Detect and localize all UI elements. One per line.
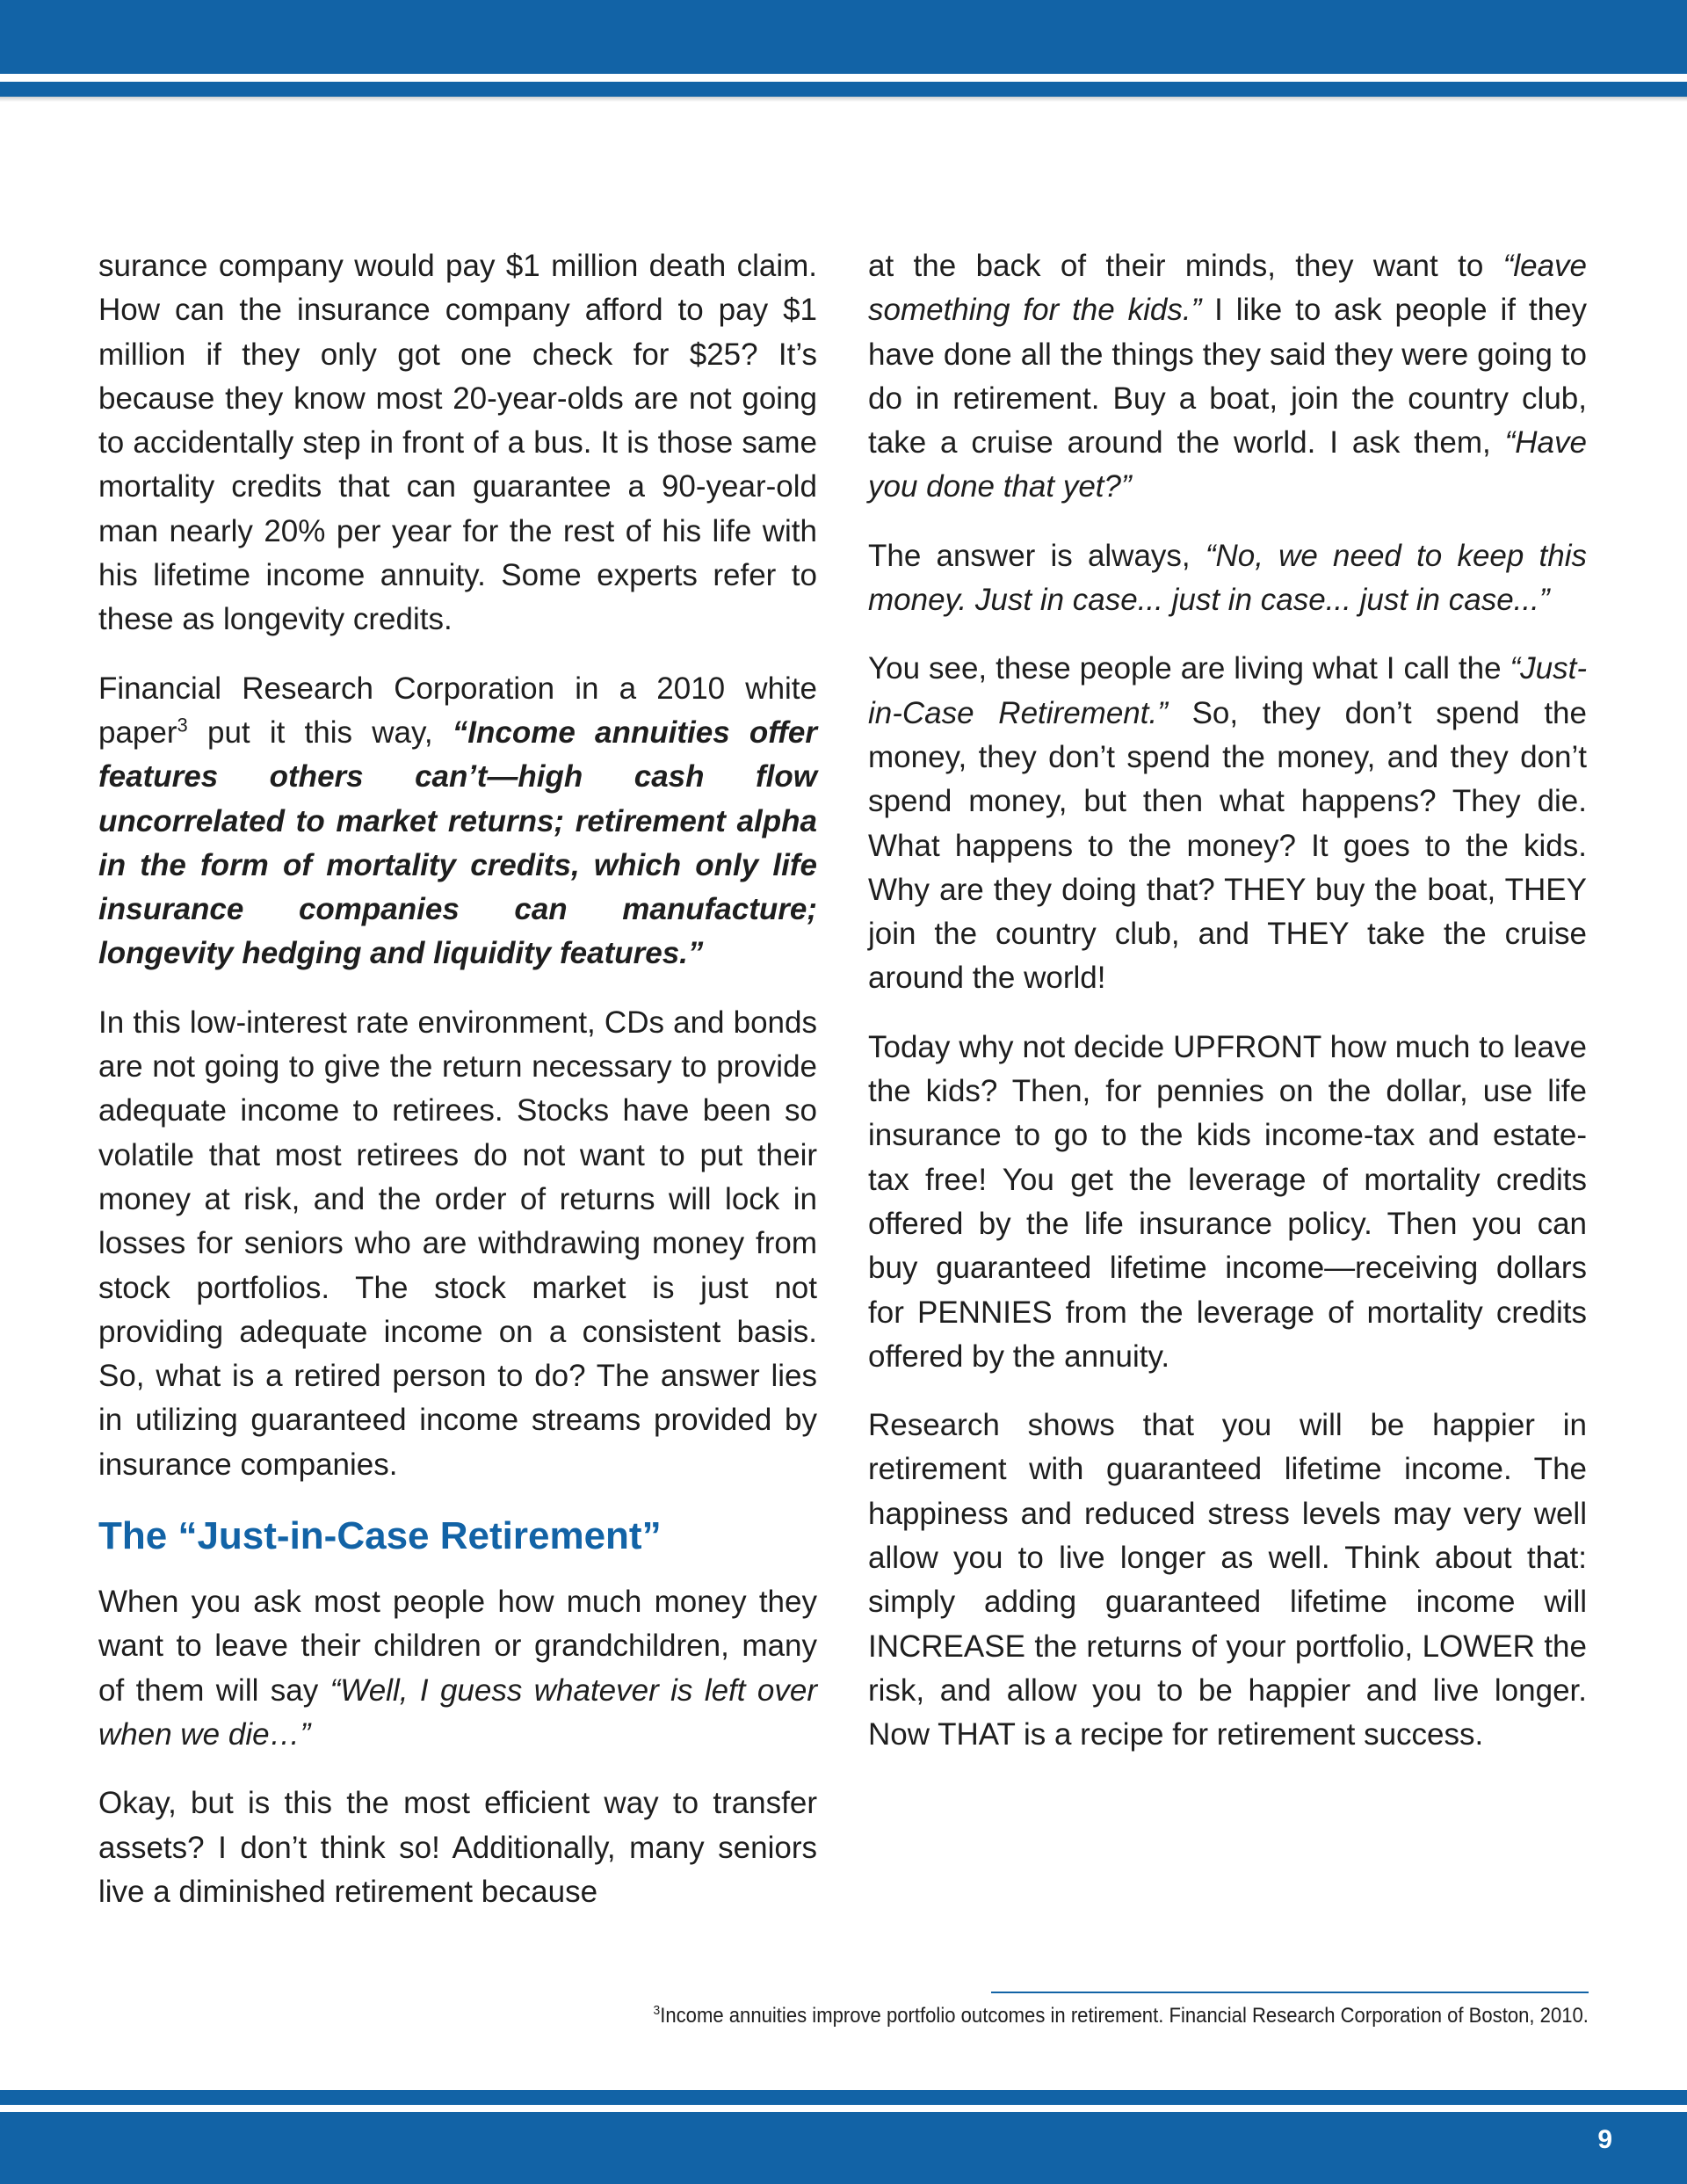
- left-column: [98, 244, 817, 1914]
- paragraph-efficient-transfer: Okay, but is this the most efficient way to transfer assets? I don’t think so! Additionally, many seniors live a diminished retirement because: [98, 1786, 817, 1909]
- answer-lead: The answer is always,: [868, 538, 1206, 573]
- section-heading: The “Just-in-Case Retirement”: [98, 1514, 662, 1558]
- just-in-case-retirement-quote: “Just-in-Case Retirement.”: [868, 651, 1587, 730]
- leave-children-quote: “Well, I guess whatever is left over when we die…”: [98, 1672, 817, 1752]
- header-shadow: [0, 97, 1687, 102]
- frc-intro-continued: put it this way,: [187, 715, 453, 750]
- living-lead: You see, these people are living what I call the: [868, 651, 1510, 686]
- paragraph-decide-upfront: Today why not decide UPFRONT how much to leave the kids? Then, for pennies on the dollar, use life insurance to go to the kids income-tax and estate-tax free! You get the leverage of mortality credits offered by the life insurance policy. Then you can buy guaranteed lifetime income—receiving dollars for PENNIES from the leverage of mortality credits offered by the annuity.: [868, 1029, 1587, 1374]
- back-of-minds-lead: at the back of their minds, they want to: [868, 249, 1503, 283]
- paragraph-mortality-credits: surance company would pay $1 million death claim. How can the insurance company afford to pay $1 million if they only got one check for $25? It’s because they know most 20-year-olds are not going to accidentally step in front of a bus. It is those same mortality credits that can guarantee a 90-year-old man nearly 20% per year for the rest of his life with his lifetime income annuity. Some experts refer to these as longevity credits.: [98, 249, 817, 637]
- frc-quote: “Income annuities offer features others can’t—high cash flow uncorrelated to market returns; retirement alpha in the form of mortality credits, which only life insurance companies can manufacture; longevity hedging and liquidity features.”: [98, 715, 818, 971]
- footnote-reference: 3: [177, 714, 188, 736]
- paragraph-living-just-in-case: [868, 647, 1587, 1000]
- paragraph-low-interest: In this low-interest rate environment, CDs and bonds are not going to give the return necessary to provide adequate income to retirees. Stocks have been so volatile that most retirees do not want to put their money at risk, and the order of returns will lock in losses for seniors who are withdrawing money from stock portfolios. The stock market is just not providing adequate income on a consistent basis. So, what is a retired person to do? The answer lies in utilizing guaranteed income streams provided by insurance companies.: [98, 1005, 817, 1482]
- paragraph-frc-quote: [98, 667, 817, 976]
- living-rest: So, they don’t spend the money, they don’t spend the money, and they don’t spend money, but then what happens? They die. What happens to the money? It goes to the kids. Why are they doing that? THEY buy the boat, THEY join the country club, and THEY take the cruise around the world!: [868, 695, 1587, 996]
- footnote: [654, 2002, 1589, 2030]
- page-number: 9: [1597, 2125, 1612, 2154]
- paragraph-leave-children: [98, 1580, 817, 1757]
- paragraph-answer-always: [868, 534, 1587, 623]
- have-you-done-quote: “Have you done that yet?”: [868, 425, 1587, 504]
- leave-something-quote: “leave something for the kids.”: [868, 249, 1587, 328]
- right-column: [868, 244, 1587, 1758]
- paragraph-research-shows: Research shows that you will be happier in retirement with guaranteed lifetime income. The happiness and reduced stress levels may very well allow you to live longer as well. Think about that: simply adding guaranteed lifetime income will INCREASE the returns of your portfolio, LOWER the risk, and allow you to be happier and live longer. Now THAT is a recipe for retirement success.: [868, 1408, 1587, 1752]
- leave-children-lead: When you ask most people how much money they want to leave their children or grandchildren, many of them will say: [98, 1585, 817, 1708]
- frc-intro: Financial Research Corporation in a 2010 white paper: [98, 671, 817, 750]
- footnote-text: Income annuities improve portfolio outcomes in retirement. Financial Research Corporation of Boston, 2010.: [660, 2004, 1589, 2028]
- header-rule: [0, 82, 1687, 97]
- just-in-case-quote: “No, we need to keep this money. Just in case... just in case... just in case...”: [868, 538, 1587, 618]
- footnote-marker: 3: [653, 2003, 661, 2018]
- footer-rule: [0, 2090, 1687, 2105]
- footer-band: [0, 2112, 1687, 2184]
- footnote-rule: [991, 1992, 1589, 1993]
- paragraph-back-of-minds: [868, 244, 1587, 510]
- back-of-minds-mid: I like to ask people if they have done all the things they said they were going to do in retirement. Buy a boat, join the country club, take a cruise around the world. I ask them,: [868, 293, 1587, 461]
- header-band: [0, 0, 1687, 74]
